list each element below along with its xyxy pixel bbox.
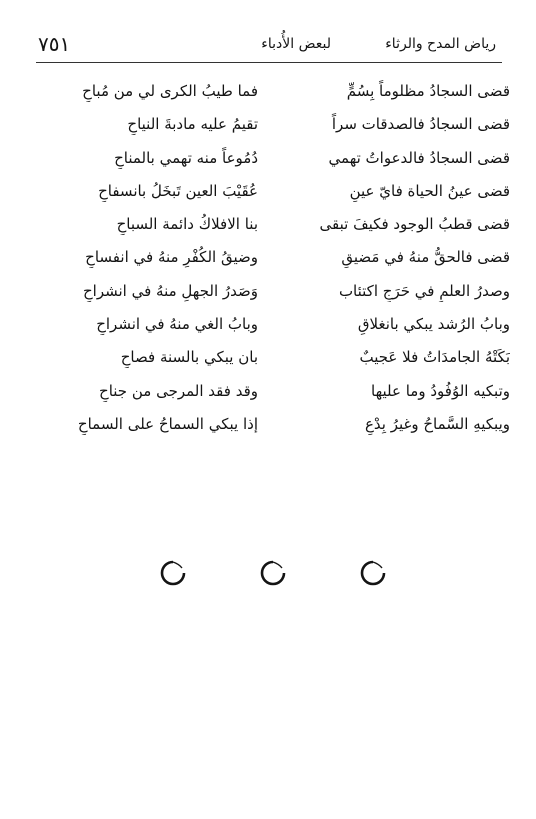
verse: [34, 209, 510, 242]
verse-first-hemistich: ويبكيهِ السَّماحُ وغيرُ بِدْعٍ: [364, 414, 510, 433]
verse-first-hemistich: قضى عينُ الحياة فايّ عينٍ: [349, 181, 510, 200]
book-title: رياض المدح والرثاء: [385, 36, 496, 52]
verse-first-hemistich: وبابُ الرُشد يبكي بانغلاقٍ: [357, 315, 510, 334]
verse-second-hemistich: بنا الافلاكُ دائمة السباحِ: [116, 215, 258, 234]
verse-first-hemistich: قضى السجادُ مظلوماً بِسُمٍّ: [346, 82, 510, 100]
verse-second-hemistich: دُمُوعاً منه تهمي بالمناحِ: [114, 148, 258, 167]
verse-second-hemistich: وقد فقد المرجى من جناحِ: [99, 381, 258, 400]
page-header: [30, 30, 506, 62]
section-title: لبعض الأُدباء: [261, 36, 331, 52]
page-number: ٧٥١: [38, 32, 71, 56]
verse: [34, 309, 510, 342]
verse: [34, 376, 510, 409]
verse: [34, 143, 510, 176]
verse: [34, 342, 510, 375]
verse: [34, 242, 510, 275]
section-end-ornaments: [160, 560, 400, 590]
header-divider: [36, 62, 502, 63]
verse-second-hemistich: فما طيبُ الكرى لي من مُباحِ: [82, 82, 258, 100]
poem: [34, 76, 510, 442]
verse: [34, 409, 510, 442]
verse-second-hemistich: إذا يبكي السماحُ على السماحِ: [77, 414, 258, 433]
verse-second-hemistich: وبابُ الغي منهُ في انشراحِ: [96, 315, 258, 334]
verse-first-hemistich: وصدرُ العلمِ في حَرَجٍ اكتئاب: [338, 281, 510, 300]
verse-first-hemistich: بَكَتْهُ الجامدَاتُ فلا عَجيبٌ: [359, 348, 510, 367]
verse-first-hemistich: قضى فالحقُّ منهُ في مَضيقٍ: [341, 248, 510, 267]
verse: [34, 176, 510, 209]
verse: [34, 76, 510, 109]
circle-ornament-icon: [260, 560, 286, 586]
verse-second-hemistich: وَصَدرُ الجهلِ منهُ في انشراحِ: [83, 281, 258, 300]
circle-ornament-icon: [160, 560, 186, 586]
verse: [34, 109, 510, 142]
verse-first-hemistich: قضى قطبُ الوجود فكيفَ تبقى: [319, 215, 510, 234]
verse-first-hemistich: قضى السجادُ فالصدقات سراً: [331, 115, 510, 134]
verse: [34, 276, 510, 309]
verse-second-hemistich: بان يبكي بالسنة فصاحِ: [120, 348, 258, 367]
verse-first-hemistich: قضى السجادُ فالدعواتُ تهمي: [328, 148, 510, 167]
verse-first-hemistich: وتبكيه الوُفُودُ وما عليها: [371, 381, 510, 400]
circle-ornament-icon: [360, 560, 386, 586]
verse-second-hemistich: عُقَيْبَ العين تَبخَلُ بانسفاحِ: [98, 181, 258, 200]
verse-second-hemistich: تقيمُ عليه مادبةَ النياحِ: [127, 115, 258, 134]
verse-second-hemistich: وضيقُ الكُفْرِ منهُ في انفساحِ: [85, 248, 258, 267]
